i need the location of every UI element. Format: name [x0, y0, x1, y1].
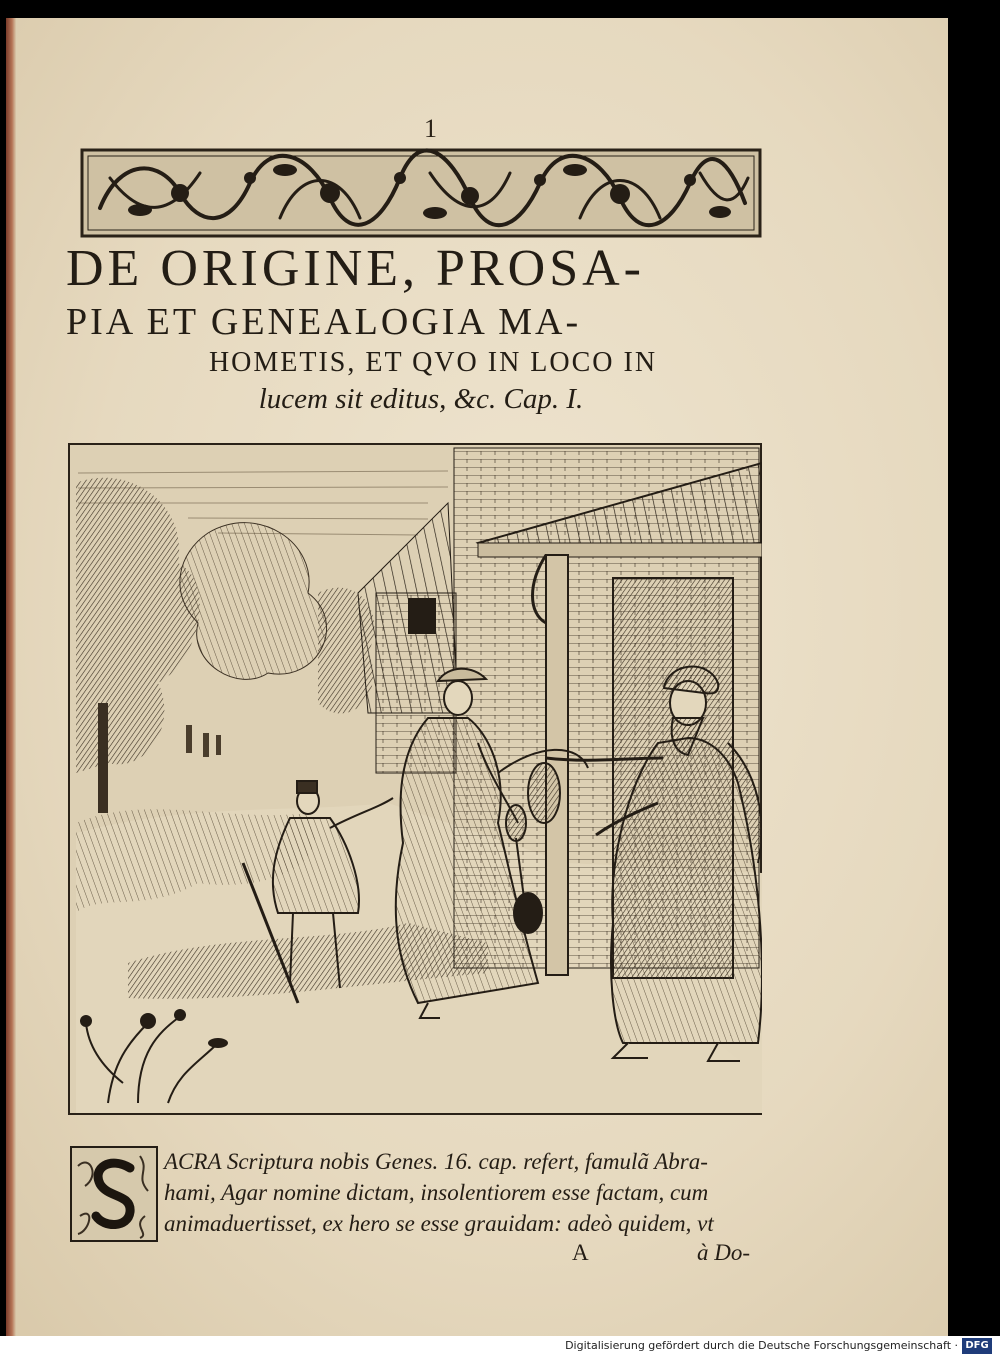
footer-bar — [0, 1336, 1000, 1357]
engraving-illustration — [68, 443, 762, 1115]
signature-mark: A — [572, 1240, 589, 1265]
title-line-1: DE ORIGINE, PROSA- — [66, 240, 645, 297]
body-line-2: hami, Agar nomine dictam, insolentiorem esse factam, cum — [164, 1180, 709, 1205]
body-text — [164, 1146, 764, 1239]
title-line-4: lucem sit editus, &c. Cap. I. — [258, 383, 584, 415]
title-line-3: HOMETIS, ET QVO IN LOCO IN — [208, 347, 658, 378]
dfg-logo-icon: DFG — [962, 1338, 992, 1354]
chapter-title — [66, 240, 776, 418]
catchword: à Do- — [696, 1240, 750, 1265]
signature-line — [164, 1240, 764, 1274]
title-line-2: PIA ET GENEALOGIA MA- — [66, 301, 582, 343]
binding-edge — [6, 18, 16, 1336]
body-line-3: animaduertisset, ex hero se esse grauidam: adeò quidem, vt — [164, 1211, 714, 1236]
body-line-1: ACRA Scriptura nobis Genes. 16. cap. refert, famulã Abra- — [164, 1149, 708, 1174]
decorated-initial-s — [70, 1146, 158, 1242]
ornamental-headpiece — [80, 148, 762, 238]
page-number: 1 — [424, 114, 437, 143]
book-page — [6, 18, 948, 1336]
scan-background — [948, 0, 1000, 1336]
footer-credit: Digitalisierung gefördert durch die Deutsche Forschungsgemeinschaft · — [565, 1339, 958, 1352]
